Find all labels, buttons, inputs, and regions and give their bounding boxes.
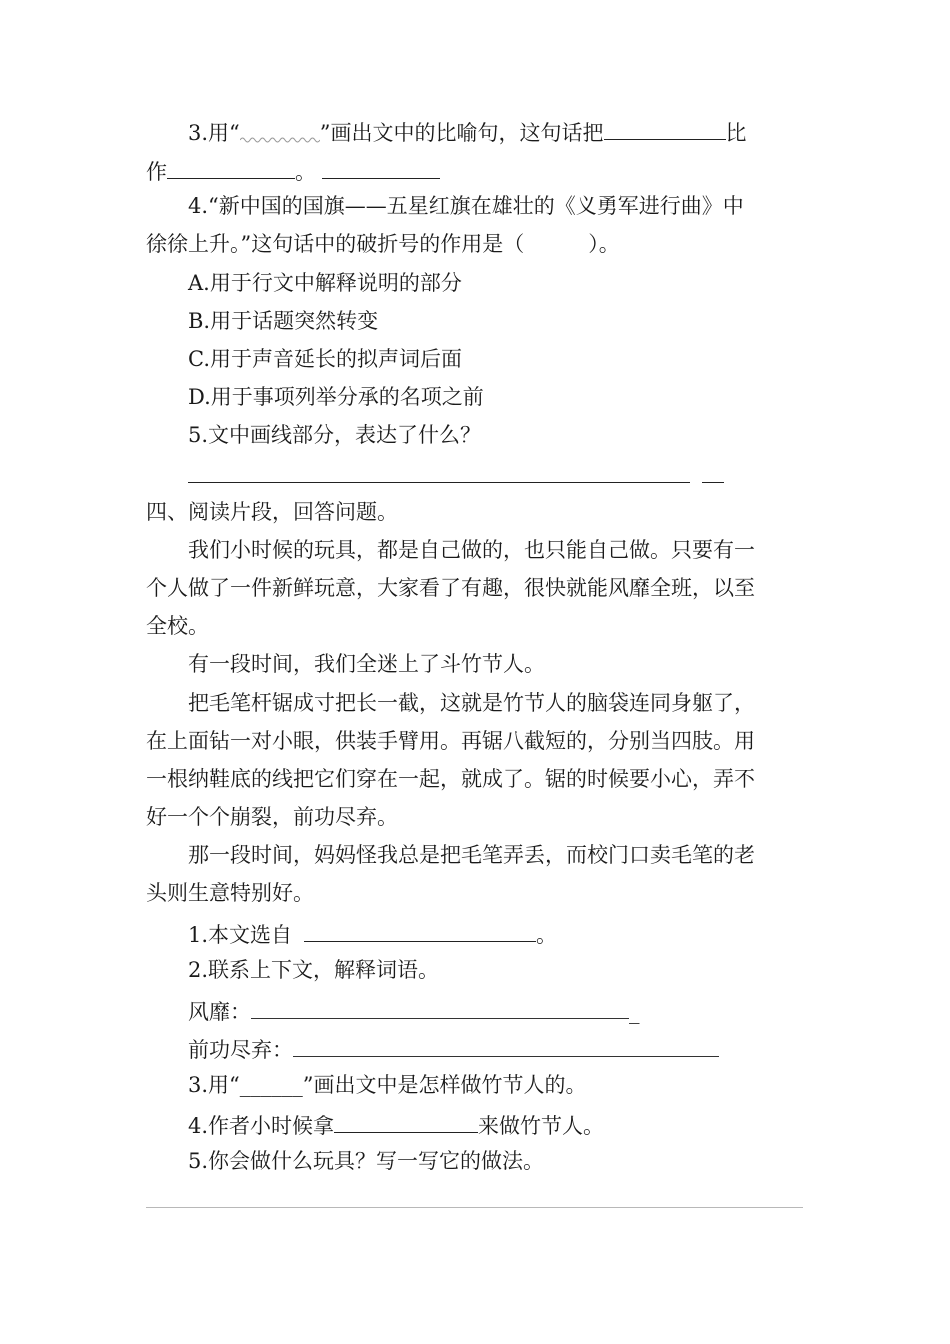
term-fengmi <box>188 994 640 1027</box>
s4-q2: 2.联系上下文，解释词语。 <box>188 958 440 982</box>
s4-q4-tail: 来做竹节人。 <box>478 1114 605 1138</box>
term-fengmi-label: 风靡： <box>188 1000 251 1024</box>
q4-text-1: 4.“新中国的国旗——五星红旗在雄壮的《义勇军进行曲》中 <box>188 194 744 218</box>
answer-blank[interactable] <box>322 154 440 179</box>
para3-line1: 把毛笔杆锯成寸把长一截，这就是竹节人的脑袋连同身躯了， <box>188 691 755 715</box>
q3-line2 <box>146 154 440 187</box>
s4-q4-text: 4.作者小时候拿 <box>188 1114 335 1138</box>
q4-text-2: 徐徐上升。”这句话中的破折号的作用是（ <box>146 232 525 256</box>
s4-q3-mark: ______ <box>239 1073 303 1097</box>
wavy-line-mark <box>240 120 320 140</box>
para2: 有一段时间，我们全迷上了斗竹节人。 <box>188 652 545 676</box>
para3-line3: 一根纳鞋底的线把它们穿在一起，就成了。锯的时候要小心，弄不 <box>146 767 755 791</box>
q3-zuo: 作 <box>146 160 167 184</box>
term-qiangongjinqi-label: 前功尽弃： <box>188 1038 293 1062</box>
para4-line2: 头则生意特别好。 <box>146 881 314 905</box>
term-qiangongjinqi <box>188 1032 719 1065</box>
option-b[interactable]: B.用于话题突然转变 <box>188 309 379 333</box>
s4-q3-text: ”画出文中是怎样做竹节人的。 <box>302 1073 587 1097</box>
section-heading: 四、阅读片段，回答问题。 <box>146 500 398 524</box>
para1-line1: 我们小时候的玩具，都是自己做的，也只能自己做。只要有一 <box>188 538 755 562</box>
q3-text: ”画出文中的比喻句，这句话把 <box>319 121 604 145</box>
q4-text-3: ）。 <box>588 232 620 256</box>
answer-blank[interactable] <box>167 154 295 179</box>
answer-blank[interactable] <box>702 458 724 483</box>
q3-bi: 比 <box>725 121 747 145</box>
para3-line2: 在上面钻一对小眼，供装手臂用。再锯八截短的，分别当四肢。用 <box>146 729 755 753</box>
s4-q4 <box>188 1108 604 1141</box>
answer-blank[interactable] <box>334 1108 478 1133</box>
answer-blank[interactable] <box>293 1032 719 1057</box>
s4-q1-period: 。 <box>536 923 558 947</box>
answer-blank[interactable] <box>251 994 629 1019</box>
q5-answer-line[interactable] <box>188 458 724 491</box>
s4-q3-prefix: 3.用“ <box>188 1073 240 1097</box>
option-d[interactable]: D.用于事项列举分承的名项之前 <box>188 385 484 409</box>
footer-divider <box>146 1207 803 1208</box>
answer-blank[interactable] <box>604 115 726 140</box>
para3-line4: 好一个个崩裂，前功尽弃。 <box>146 805 398 829</box>
s4-q1 <box>188 917 557 950</box>
answer-blank[interactable] <box>304 917 536 942</box>
q3-period: 。 <box>295 160 316 184</box>
q3-line1 <box>188 115 747 148</box>
q4-line2 <box>146 229 620 259</box>
q3-prefix: 3.用“ <box>188 121 240 145</box>
para1-line3: 全校。 <box>146 614 209 638</box>
term-fengmi-tail: _ <box>629 1000 640 1024</box>
s4-q1-text: 1.本文选自 <box>188 923 293 947</box>
para4-line1: 那一段时间，妈妈怪我总是把毛笔弄丢，而校门口卖毛笔的老 <box>188 843 755 867</box>
s4-q3 <box>188 1070 587 1100</box>
option-a[interactable]: A.用于行文中解释说明的部分 <box>188 271 462 295</box>
answer-blank[interactable] <box>188 458 690 483</box>
para1-line2: 个人做了一件新鲜玩意，大家看了有趣，很快就能风靡全班，以至 <box>146 576 755 600</box>
option-c[interactable]: C.用于声音延长的拟声词后面 <box>188 347 462 371</box>
q5-text: 5.文中画线部分，表达了什么？ <box>188 423 482 447</box>
s4-q5: 5.你会做什么玩具？写一写它的做法。 <box>188 1149 545 1173</box>
q4-line1 <box>188 191 744 221</box>
